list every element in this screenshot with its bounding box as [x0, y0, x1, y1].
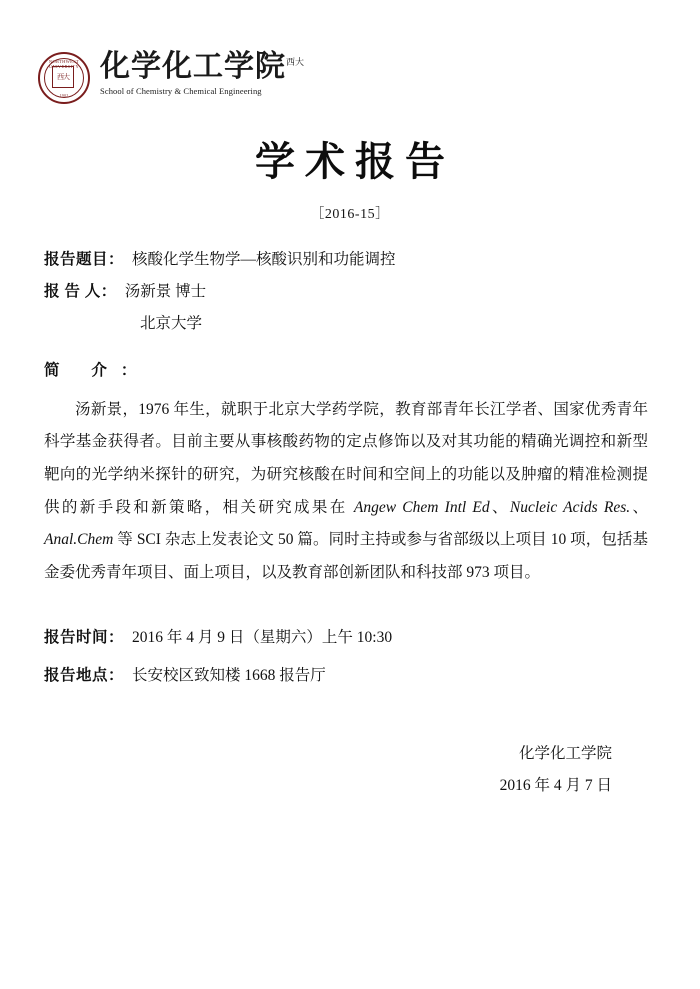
- signature-org: 化学化工学院: [518, 744, 612, 762]
- seal-bottom-text: 1902: [59, 93, 69, 98]
- intro-text-3: 、: [630, 498, 648, 516]
- speaker-row: [44, 277, 648, 307]
- intro-text-4: 等 SCI 杂志上发表论文 50 篇。同时主持或参与省部级以上项目 10 项，包括基金委优秀青年项目、面上项目，以及教育部创新团队和科技部 973 项目。: [44, 531, 648, 581]
- document-body: [0, 245, 700, 803]
- topic-row: [44, 245, 648, 275]
- letterhead: [0, 0, 700, 104]
- intro-text-2: 、: [489, 498, 510, 516]
- document-number: ［2016-15］: [310, 207, 390, 222]
- school-name-en: School of Chemistry & Chemical Engineering: [100, 86, 262, 96]
- time-value: 2016 年 4 月 9 日（星期六）上午 10:30: [132, 629, 393, 647]
- speaker-affiliation-row: [44, 309, 648, 339]
- topic-value: 核酸化学生物学—核酸识别和功能调控: [132, 251, 396, 268]
- school-name-block: [100, 48, 304, 96]
- seal-top-text: NORTHWEST UNIVERSITY: [48, 59, 80, 69]
- signature-date: 2016 年 4 月 7 日: [499, 777, 612, 795]
- place-value: 长安校区致知楼 1668 报告厅: [132, 667, 326, 685]
- seal-center-text: 西大: [52, 66, 74, 88]
- intro-journal-1: Angew Chem Intl Ed: [353, 498, 490, 516]
- school-name-cn-text: 化学化工学院: [100, 50, 286, 83]
- intro-label: 简 介：: [44, 361, 151, 379]
- topic-label: 报告题目：: [44, 251, 125, 268]
- place-label: 报告地点：: [44, 667, 125, 685]
- signature-block: [44, 738, 648, 803]
- speaker-label: 报 告 人：: [44, 283, 117, 301]
- intro-journal-3: Anal.Chem: [44, 531, 114, 549]
- school-name-superscript: 西大: [286, 57, 305, 67]
- university-seal-icon: [38, 52, 90, 104]
- speaker-value: 汤新景 博士: [124, 283, 207, 301]
- time-row: [44, 623, 648, 653]
- meta-block: [44, 623, 648, 691]
- intro-paragraph: [44, 394, 648, 589]
- intro-text-1: 汤新景，1976 年生，就职于北京大学药学院，教育部青年长江学者、国家优秀青年科学基金获得者。目前主要从事核酸药物的定点修饰以及对其功能的精确光调控和新型靶向的光学纳米探针的研究，为研究核酸在时间和空间上的功能以及肿瘤的精准检测提供的新手段和新策略，相关研究成果在: [44, 400, 648, 516]
- time-label: 报告时间：: [44, 629, 125, 647]
- speaker-affiliation: 北京大学: [140, 315, 203, 333]
- place-row: [44, 661, 648, 691]
- school-name-cn: [100, 50, 304, 83]
- page-title: 学术报告: [255, 138, 455, 185]
- intro-journal-2: Nucleic Acids Res.: [509, 498, 631, 516]
